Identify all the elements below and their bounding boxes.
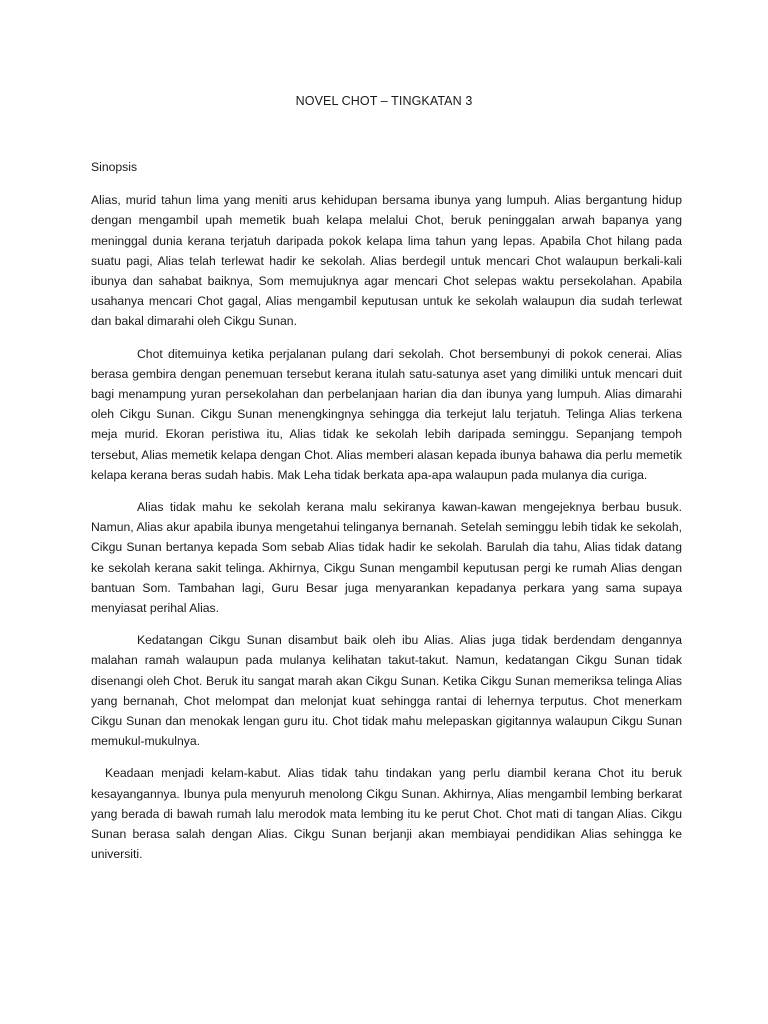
paragraph-1: Alias, murid tahun lima yang meniti arus kehidupan bersama ibunya yang lumpuh. Alias bergantung hidup dengan mengambil upah memetik buah kelapa melalui Chot, beruk peninggalan arwah bapanya yang meninggal dunia kerana terjatuh daripada pokok kelapa lima tahun yang lepas. Apabila Chot hilang pada suatu pagi, Alias telah terlewat hadir ke sekolah. Alias berdegil untuk mencari Chot walaupun berkali-kali ibunya dan sahabat baiknya, Som memujuknya agar mencari Chot selepas waktu persekolahan. Apabila usahanya mencari Chot gagal, Alias mengambil keputusan untuk ke sekolah walaupun dia sudah terlewat dan bakal dimarahi oleh Cikgu Sunan. <box>91 193 682 329</box>
paragraph-4: Kedatangan Cikgu Sunan disambut baik oleh ibu Alias. Alias juga tidak berdendam dengannya malahan ramah walaupun pada mulanya kelihatan takut-takut. Namun, kedatangan Cikgu Sunan tidak disenangi oleh Chot. Beruk itu sangat marah akan Cikgu Sunan. Ketika Cikgu Sunan memeriksa telinga Alias yang bernanah, Chot melompat dan melonjat kuat sehingga rantai di lehernya terputus. Chot menerkam Cikgu Sunan dan menokak lengan guru itu. Chot tidak mahu melepaskan gigitannya walaupun Cikgu Sunan memukul-mukulnya. <box>91 633 682 749</box>
section-heading: Sinopsis <box>91 160 138 174</box>
paragraph-3: Alias tidak mahu ke sekolah kerana malu sekiranya kawan-kawan mengejeknya berbau busuk. Namun, Alias akur apabila ibunya mengetahui telinganya bernanah. Setelah seminggu lebih tidak ke sekolah, Cikgu Sunan bertanya kepada Som sebab Alias tidak hadir ke sekolah. Barulah dia tahu, Alias tidak datang ke sekolah kerana sakit telinga. Akhirnya, Cikgu Sunan mengambil keputusan pergi ke rumah Alias dengan bantuan Som. Tambahan lagi, Guru Besar juga menyarankan kepadanya perkara yang sama supaya menyiasat perihal Alias. <box>91 500 682 616</box>
document-body <box>91 157 682 877</box>
paragraph-2: Chot ditemuinya ketika perjalanan pulang dari sekolah. Chot bersembunyi di pokok cenerai. Alias berasa gembira dengan penemuan tersebut kerana itulah satu-satunya aset yang dimiliki untuk mencari duit bagi menampung yuran persekolahan dan perbelanjaan harian dia dan ibunya yang lumpuh. Alias dimarahi oleh Cikgu Sunan. Cikgu Sunan menengkingnya sehingga dia terkejut lalu terjatuh. Telinga Alias terkena meja murid. Ekoran peristiwa itu, Alias tidak ke sekolah lebih daripada seminggu. Sepanjang tempoh tersebut, Alias memetik kelapa dengan Chot. Alias memberi alasan kepada ibunya bahawa dia perlu memetik kelapa kerana beras sudah habis. Mak Leha tidak berkata apa-apa walaupun pada mulanya dia curiga. <box>91 346 682 482</box>
paragraph-5: Keadaan menjadi kelam-kabut. Alias tidak tahu tindakan yang perlu diambil kerana Chot itu beruk kesayangannya. Ibunya pula menyuruh menolong Cikgu Sunan. Akhirnya, Alias mengambil lembing berkarat yang berada di bawah rumah lalu merodok mata lembing itu ke perut Chot. Chot mati di tangan Alias. Cikgu Sunan berasa salah dengan Alias. Cikgu Sunan berjanji akan membiayai pendidikan Alias sehingga ke universiti. <box>91 766 682 862</box>
document-title: NOVEL CHOT – TINGKATAN 3 <box>295 94 473 108</box>
